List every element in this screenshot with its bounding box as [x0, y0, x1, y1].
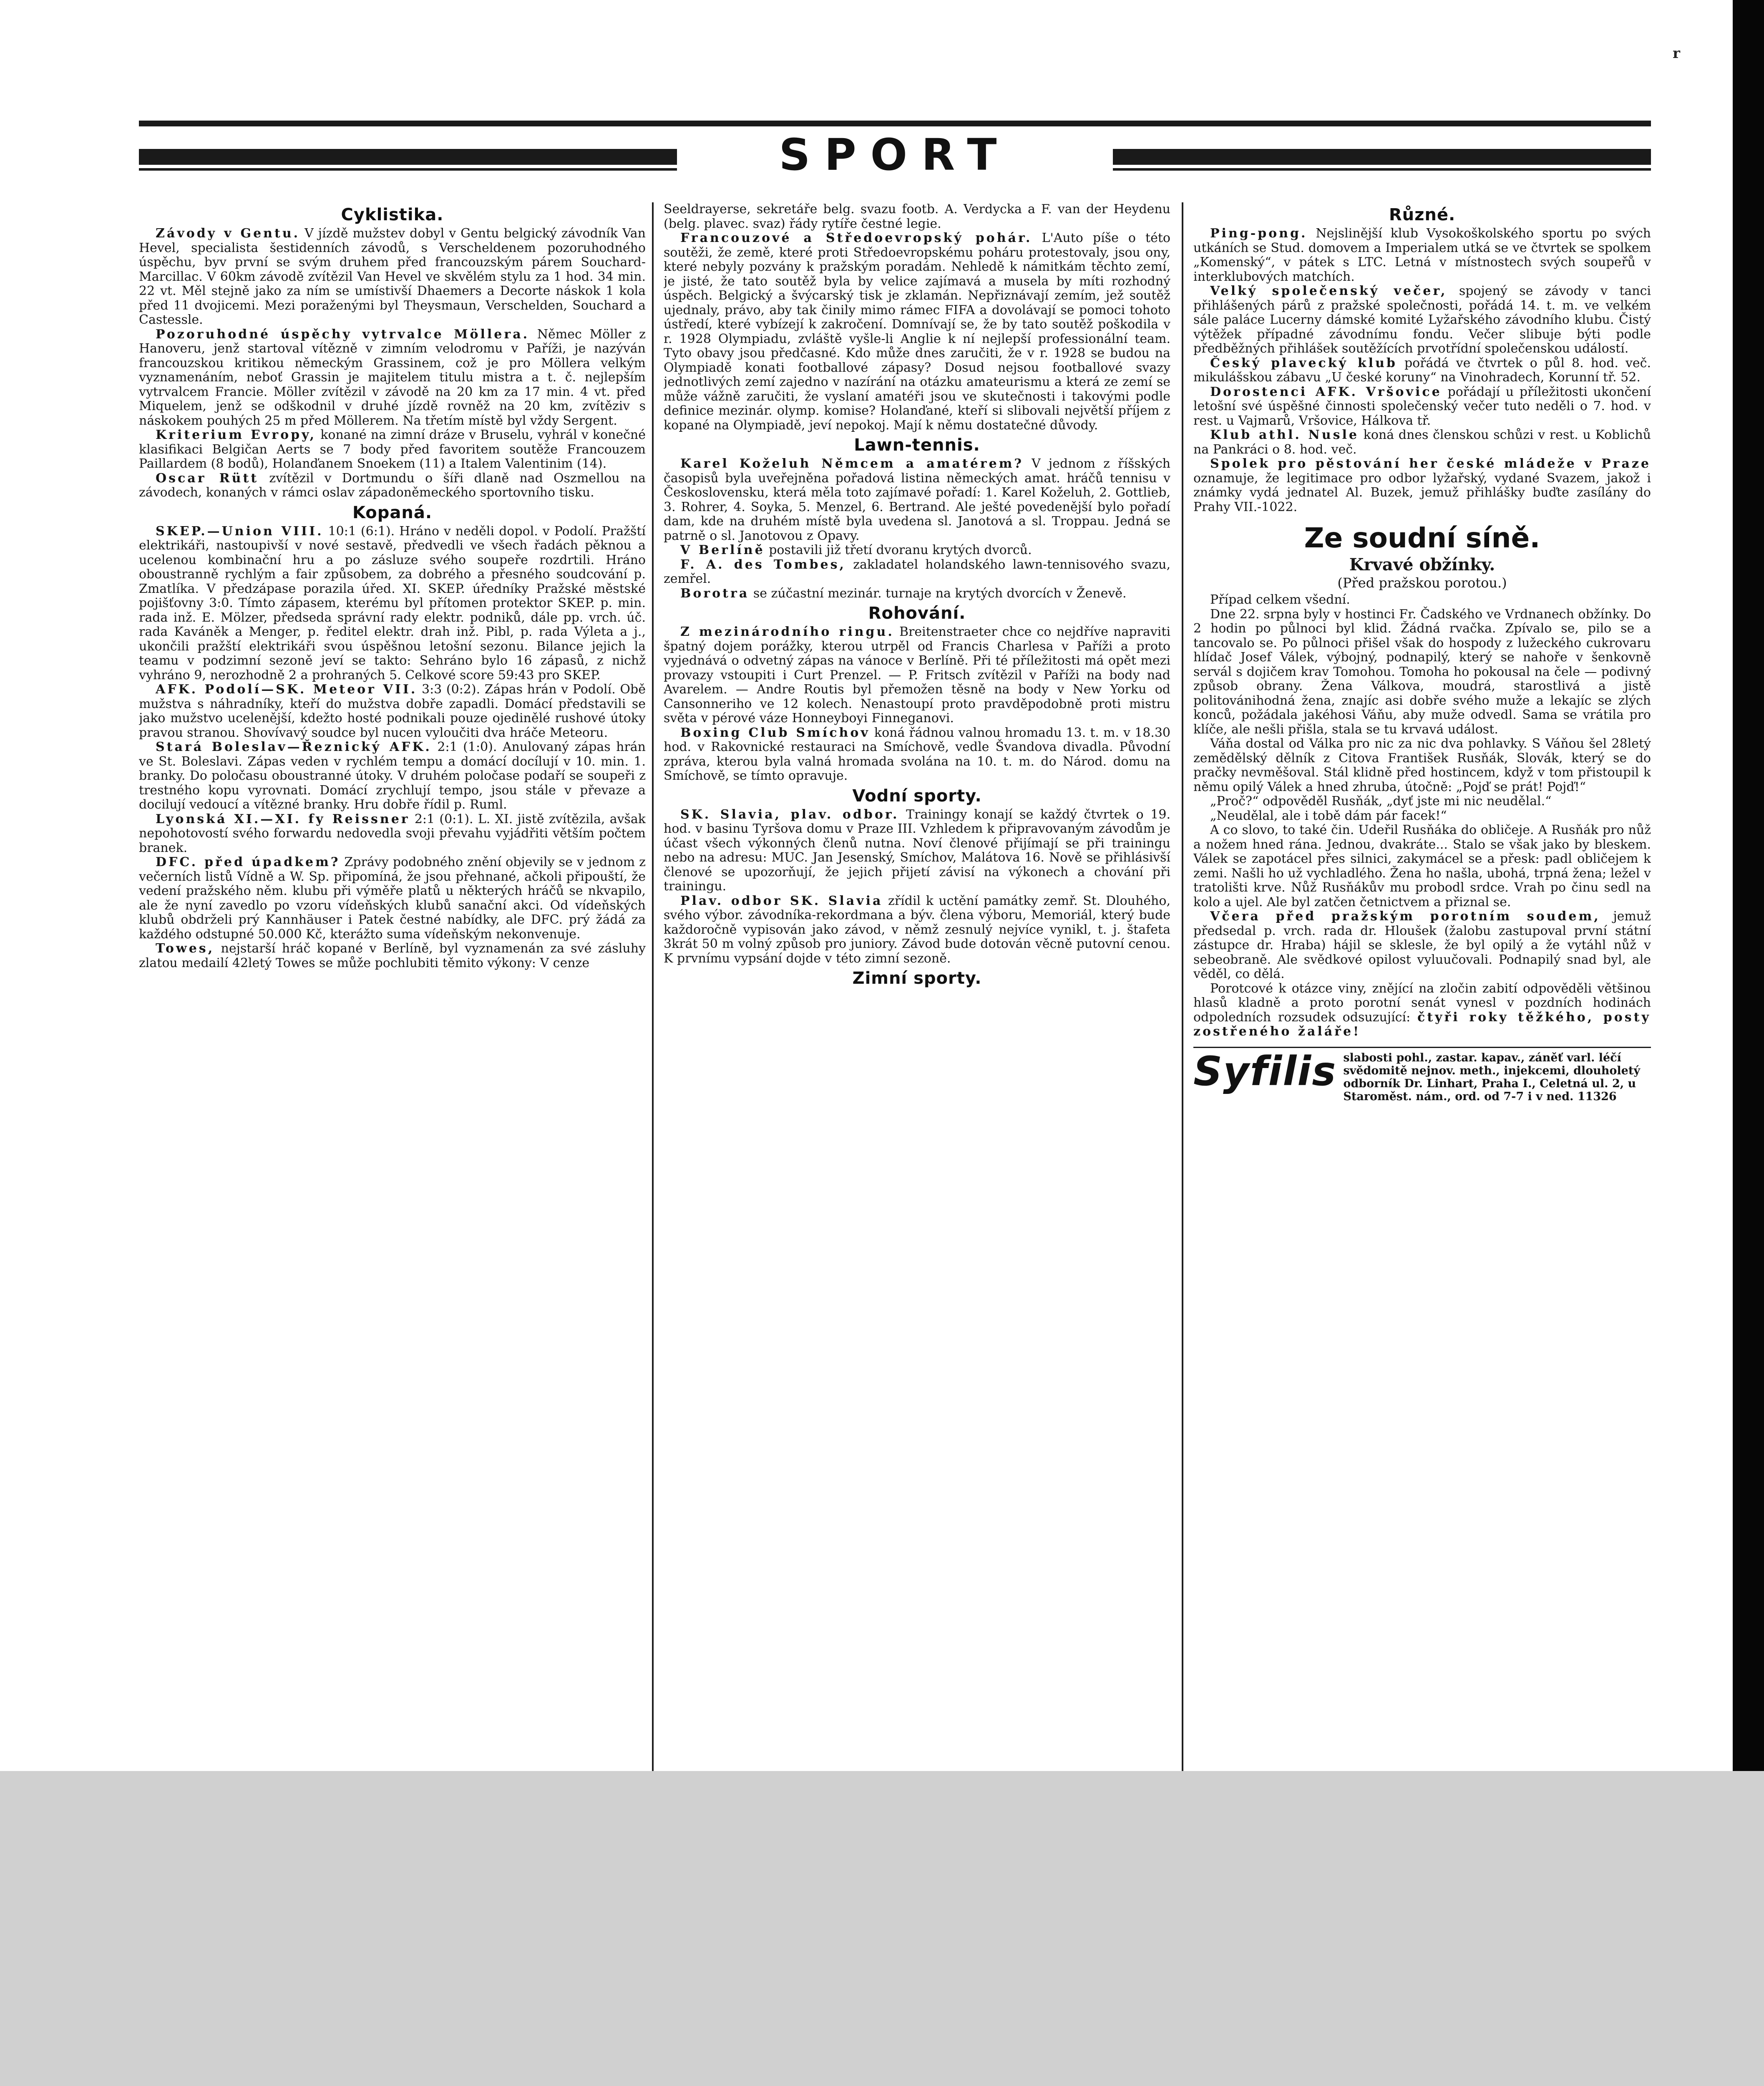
article-paragraph: Dne 22. srpna byly v hostinci Fr. Čadského ve Vrdnanech obžínky. Do 2 hodin po půlnoci byl klid. Žádná rvačka. Zpívalo se, pilo se a tancovalo se. Po půlnoci přišel však do hospody z lužeckého cukrovaru hlídač Josef Válek, výbojný, podnapilý, který se nahoře v šenkovně servál s dojičem krav Tomohou. Tomoha ho pokousal na čele — podivný způsob obrany. Žena Válkova, moudrá, starostlivá a jistě politovánihodná žena, znajíc asi dobře svého muže a lekajíc se zlých konců, požádala jakéhosi Váňu, aby muže odvedl. Sama se vrátila pro klíče, ale nešli přišla, stala se tu krvavá událost. [1193, 607, 1651, 737]
court-section-heading: Ze soudní síně. [1304, 522, 1540, 554]
article-paragraph: „Proč?“ odpověděl Rusňák, „dyť jste mi nic neudělal.“ [1210, 794, 1552, 809]
section-title: SPORT [779, 129, 1011, 180]
article-paragraph: Kriterium Evropy, konané na zimní dráze v Bruselu, vyhrál v konečné klasifikaci Belgičan Aerts se 7 body před favoritem soutěže Francouzem Paillardem (8 bodů), Holanďanem Snoekem (11) a Italem Valentinim (14). [139, 428, 646, 471]
article-paragraph: Ping-pong. Nejslinější klub Vysokoškolského sportu po svých utkáních se Stud. domovem a Imperialem utká se ve čtvrtek se spolkem „Komenský“, v pátek s LTC. Letná v místnostech svých soupeřů v interklubových matchích. [1193, 226, 1651, 284]
court-article-subtitle: (Před pražskou porotou.) [1337, 575, 1507, 591]
section-heading-vodni-sporty: Vodní sporty. [852, 786, 982, 806]
article-paragraph: Včera před pražským porotním soudem, jemuž předsedal p. vrch. rada dr. Hloušek (žalobu zastupoval první státní zástupce dr. Hraba) hájil se sklesle, že byl opilý a že vytáhl nůž v sebeobraně. Ale svědkové opilost vyluučovali. Podnapilý snad byl, ale věděl, co dělá. [1193, 909, 1651, 981]
article-paragraph: Seeldrayerse, sekretáře belg. svazu footb. A. Verdycka a F. van der Heydenu (belg. plavec. svaz) řády rytíře čestné legie. [664, 202, 1170, 231]
column-divider [652, 202, 654, 1771]
article-paragraph: Stará Boleslav—Řeznický AFK. 2:1 (1:0). Anulovaný zápas hrán ve St. Boleslavi. Zápas veden v rychlém tempu a domácí docílují v 10. min. 1. branky. Do poločasu oboustranné útoky. V druhém poločase podaří se soupeři z trestného kopu vyrovnati. Domácí zrychlují tempo, jsou stále v převaze a docilují vedoucí a vítězné branky. Hru dobře řídil p. Ruml. [139, 740, 646, 812]
article-paragraph: F. A. des Tombes, zakladatel holandského lawn-tennisového svazu, zemřel. [664, 557, 1170, 586]
article-paragraph: Z mezinárodního ringu. Breitenstraeter chce co nejdříve napraviti špatný dojem porážky, kterou utrpěl od Francis Charlesa v Paříži a proto vyjednává o odvetný zápas na vánoce v Berlíně. Při té příležitosti má opět mezi provazy vstoupiti i Curt Prenzel. — P. Fritsch zvítězil v Paříži na body nad Avarelem. — Andre Routis byl přemožen těsně na body v New Yorku od Cansonneriho ve 12 kolech. Nenastoupí proto pravděpodobně proti mistru světa v pérové váze Honneyboyi Finneganovi. [664, 625, 1170, 726]
article-paragraph: Towes, nejstarší hráč kopané v Berlíně, byl vyznamenán za své zásluhy zlatou medailí 42letý Towes se může pochlubiti těmito výkony: V cenze [139, 941, 646, 970]
article-paragraph: Oscar Rütt zvítězil v Dortmundu o šíři dlaně nad Oszmellou na závodech, konaných v rámci oslav západoněmeckého sportovního tisku. [139, 471, 646, 500]
article-paragraph: Francouzové a Středoevropský pohár. L'Auto píše o této soutěži, že země, které proti Středoevropskému poháru protestovaly, jsou ony, které nebyly pozvány k pražským poradám. Nehledě k námitkám těchto zemí, je jisté, že tato soutěž byla by velice zajímavá a musela by míti rozhodný úspěch. Belgický a švýcarský tisk je zklamán. Nepřiznávají zemím, jež soutěž ujednaly, právo, aby tak činily mimo rámec FIFA a dovolávají se pomoci tohoto ústředí, které vybízejí k zakročení. Domnívají se, že by tato soutěž poškodila v r. 1928 Olympiadu, zvláště vyšle-li Anglie k ní nejlepší professionální team. Tyto obavy jsou předčasné. Kdo může dnes zaručiti, že v r. 1928 se budou na Olympiadě konati footballové zápasy? Dosud nejsou footballové svazy jednotlivých zemí zajedno v nazírání na otázku amateurismu a která ze zemí se může vážně zaručiti, že vyslaní amatéři jsou ve skutečnosti i takovými podle definice mezinár. olymp. komise? Holanďané, kteří si slibovali největší příjem z kopané na Olympiadě, jeví nepokoj. Mají k němu dostatečné důvody. [664, 231, 1170, 433]
article-columns [139, 202, 1651, 1771]
section-banner [139, 119, 1651, 181]
column-2 [664, 202, 1170, 1771]
article-paragraph: Porotcové k otázce viny, znějící na zločin zabití odpověděli většinou hlasů kladně a proto porotní senát vynesl v pozdních hodinách odpoledních rozsudek odsuzující: čtyři roky těžkého, posty zostřeného žaláře! [1193, 981, 1651, 1039]
banner-left-rule [139, 149, 677, 165]
column-divider [1182, 202, 1183, 1771]
article-paragraph: „Neudělal, ale i tobě dám pár facek!“ [1210, 808, 1447, 823]
article-paragraph: SKEP.—Union VIII. 10:1 (6:1). Hráno v neděli dopol. v Podolí. Pražští elektrikáři, nastoupivší v nové sestavě, předvedli ve všech řadách pěknou a ucelenou kombinační hru a po zásluze svého soupeře rozdrtili. Hráno oboustranně rychlým a fair způsobem, za dobrého a přesného soudcování p. Zmatlíka. V předzápase porazila úřed. XI. SKEP. úředníky Pražské městské pojišťovny 3:0. Tímto zápasem, kterému byl přítomen protektor SKEP. p. min. rada inž. E. Mölzer, předseda správní rady elektr. podniků, dále pp. vrch. úč. rada Kaváněk a Menger, p. ředitel elektr. drah inž. Pibl, p. rada Výleta a j., ukončili pražští elektrikáři svou úspěšnou letošní sezonu. Bilance jejich la teamu v podzimní sezoně jeví se takto: Sehráno bylo 16 zápasů, z nichž vyhráno 9, nerozhodně 2 a prohraných 5. Celkové score 59:43 pro SKEP. [139, 524, 646, 683]
column-3 [1193, 202, 1651, 1771]
article-paragraph: Karel Koželuh Němcem a amatérem? V jednom z říšských časopisů byla uveřejněna pořadová listina německých amat. hráčů tennisu v Československu, která měla toto zajímavé pořadí: 1. Karel Koželuh, 2. Gottlieb, 3. Rohrer, 4. Soyka, 5. Menzel, 6. Bertrand. Ale ješté povedenější bylo pořadí dam, kde na druhém místě byla uvedena sl. Janotová a sl. Troppau. Jedná se patrně o sl. Janotovou z Opavy. [664, 456, 1170, 543]
article-paragraph: V Berlíně postavili již třetí dvoranu krytých dvorců. [680, 543, 1032, 557]
article-paragraph: DFC. před úpadkem? Zprávy podobného znění objevily se v jednom z večerních listů Vídně a W. Sp. připomíná, že jsou přehnané, ačkoli připouští, že vedení pražského něm. klubu při výměře platů u některých hráčů se nkvapilo, ale že nyní zavedlo po vzoru vídeňských klubů sanační akci. Od vídeňských klubů obdrželi prý Kannhäuser i Patek čestné nabídky, ale DFC. prý žádá za každého odstupné 50.000 Kč, kterážto suma vídeňským nekonvenuje. [139, 855, 646, 942]
article-paragraph: Případ celkem všední. [1210, 592, 1350, 607]
article-paragraph: Český plavecký klub pořádá ve čtvrtek o půl 8. hod. več. mikulášskou zábavu „U české koruny“ na Vinohradech, Korunní tř. 52. [1193, 355, 1651, 385]
article-paragraph: Borotra se zúčastní mezinár. turnaje na krytých dvorcích v Ženevě. [680, 586, 1127, 601]
article-paragraph: Váňa dostal od Válka pro nic za nic dva pohlavky. S Váňou šel 28letý zemědělský dělník z Citova František Rusňák, Slovák, který se do pračky nevměšoval. Stál klidně před hostincem, když v tom přistoupil k němu opilý Válek a hned zhruba, útočně: „Pojď se prát! Pojď!“ [1193, 736, 1651, 794]
section-heading-lawn-tennis: Lawn-tennis. [854, 436, 980, 455]
section-heading-rohovani: Rohování. [868, 604, 966, 623]
article-paragraph: Boxing Club Smíchov koná řádnou valnou hromadu 13. t. m. v 18.30 hod. v Rakovnické restauraci na Smíchově, vedle Švandova divadla. Původní zpráva, kterou byla valná hromada svolána na 10. t. m. do Národ. domu na Smíchově, se tímto opravuje. [664, 725, 1170, 783]
banner-right-rule [1113, 149, 1651, 165]
article-paragraph: SK. Slavia, plav. odbor. Trainingy konají se každý čtvrtek o 19. hod. v basinu Tyršova domu v Praze III. Vzhledem k připravovaným závodům je účast všech výkonných členů nutna. Noví členové přijímají se při trainingu nebo na adresu: MUC. Jan Jesenský, Smíchov, Malátova 16. Nově se přihlásivší členové se upozorňují, že jejich přijetí závisí na výkonech a chování při trainingu. [664, 807, 1170, 894]
corner-mark: r [1673, 45, 1680, 62]
article-paragraph: Dorostenci AFK. Vršovice pořádají u příležitosti ukončení letošní své úspěšné činnosti společenský večer tuto neděli o 7. hod. v rest. u Vajmarů, Vršovice, Hálkova tř. [1193, 384, 1651, 428]
section-heading-cyklistika: Cyklistika. [341, 205, 444, 224]
court-article-title: Krvavé obžínky. [1349, 555, 1495, 574]
article-paragraph: Spolek pro pěstování her české mládeže v Praze oznamuje, že legitimace pro odbor lyžařský, vydané Svazem, jakož i známky vydá jednatel Al. Buzek, jemuž přihlášky buďte zasílány do Prahy VII.-1022. [1193, 456, 1651, 514]
section-heading-kopana: Kopaná. [352, 503, 433, 522]
article-paragraph: Plav. odbor SK. Slavia zřídil k uctění památky zemř. St. Dlouhého, svého výbor. závodníka-rekordmana a býv. člena výboru, Memoriál, který bude každoročně vypisován jako závod, v němž zesnulý nejvíce vynikl, t. j. štafeta 3krát 50 m volný způsob pro juniory. Závod bude dotován věcně putovní cenou. K prvnímu vypsání dojde v této zimní sezoně. [664, 893, 1170, 966]
banner-top-rule [139, 121, 1651, 126]
section-heading-ruzne: Různé. [1389, 205, 1456, 224]
article-paragraph: Lyonská XI.—XI. fy Reissner 2:1 (0:1). L. XI. jistě zvítězila, avšak nepohotovostí svého forwardu nedovedla svoji převahu vyjádřiti větším počtem branek. [139, 811, 646, 855]
article-paragraph: AFK. Podolí—SK. Meteor VII. 3:3 (0:2). Zápas hrán v Podolí. Obě mužstva s náhradníky, kteří do mužstva dobře zapadli. Domácí představili se jako mužstvo ucelenější, kdežto hosté podnikali pouze ojedinělé rushové útoky pravou stranou. Shovívavý soudce byl nucen vyloučiti dva hráče Meteoru. [139, 682, 646, 740]
article-paragraph: Velký společenský večer, spojený se závody v tanci přihlášených párů z pražské společnosti, pořádá 14. t. m. ve velkém sále paláce Lucerny dámské komité Lyžařského závodního klubu. Čistý výtěžek případné závodnímu fondu. Večer slibuje býti podle předběžných přihlášek soutěžících prvotřídní společenskou událostí. [1193, 284, 1651, 356]
column-1 [139, 202, 646, 1771]
section-heading-zimni-sporty: Zimní sporty. [852, 969, 982, 988]
article-paragraph: Pozoruhodné úspěchy vytrvalce Möllera. Němec Möller z Hanoveru, jenž startoval vítězně v zimním velodromu v Paříži, je nazýván francouzskou kritikou německým Grassinem, což je pro Möllera velkým vyznamenáním, neboť Grassin je majitelem titulu mistra a t. č. nejlepším vytrvalcem Francie. Möller zvítězil v závodě na 20 km za 17 min. 4 vt. před Miquelem, jenž se odškodnil v druhé jízdě rovněž na 20 km, zvítěziv s náskokem pouhých 25 m před Möllerem. Na třetím místě byl vždy Sergent. [139, 327, 646, 428]
article-paragraph: A co slovo, to také čin. Udeřil Rusňáka do obličeje. A Rusňák pro nůž a nožem hned rána. Jednou, dvakráte... Stalo se však jako by bleskem. Válek se zapotácel přes silnici, zakymácel se a přesk: padl obličejem k zemi. Našli ho už vychladlého. Žena ho našla, ubohá, trpná žena; ležel v tratolišti krve. Nůž Rusňákův mu probodl srdce. Vrah po činu sedl na kolo a ujel. Ale byl zatčen četnictvem a přiznal se. [1193, 823, 1651, 909]
advertisement [1193, 1047, 1651, 1103]
article-paragraph: Klub athl. Nusle koná dnes členskou schůzi v rest. u Koblichů na Pankráci o 8. hod. več. [1193, 428, 1651, 457]
ad-brand-title: Syfilis [1193, 1048, 1337, 1095]
article-paragraph: Závody v Gentu. V jízdě mužstev dobyl v Gentu belgický závodník Van Hevel, specialista šestidenních závodů, s Verscheldenem pozoruhodného úspěchu, byv první se svým druhem před francouzským párem Souchard-Marcillac. V 60km závodě zvítězil Van Hevel ve skvělém stylu za 1 hod. 34 min. 22 vt. Měl stejně jako za ním se umístivší Dhaemers a Decorte náskok 1 kola před 11 dvojicemi. Mezi poraženými byl Theysmaun, Verschelden, Souchard a Castessle. [139, 226, 646, 327]
scan-blank-area [0, 1771, 1764, 2086]
newspaper-page [139, 119, 1651, 1771]
ad-text: slabosti pohl., zastar. kapav., záněť varl. léčí svědomitě nejnov. meth., injekcemi, dlouholetý odborník Dr. Linhart, Praha I., Celetná ul. 2, u Staroměst. nám., ord. od 7-7 i v ned. 11326 [1343, 1051, 1641, 1103]
